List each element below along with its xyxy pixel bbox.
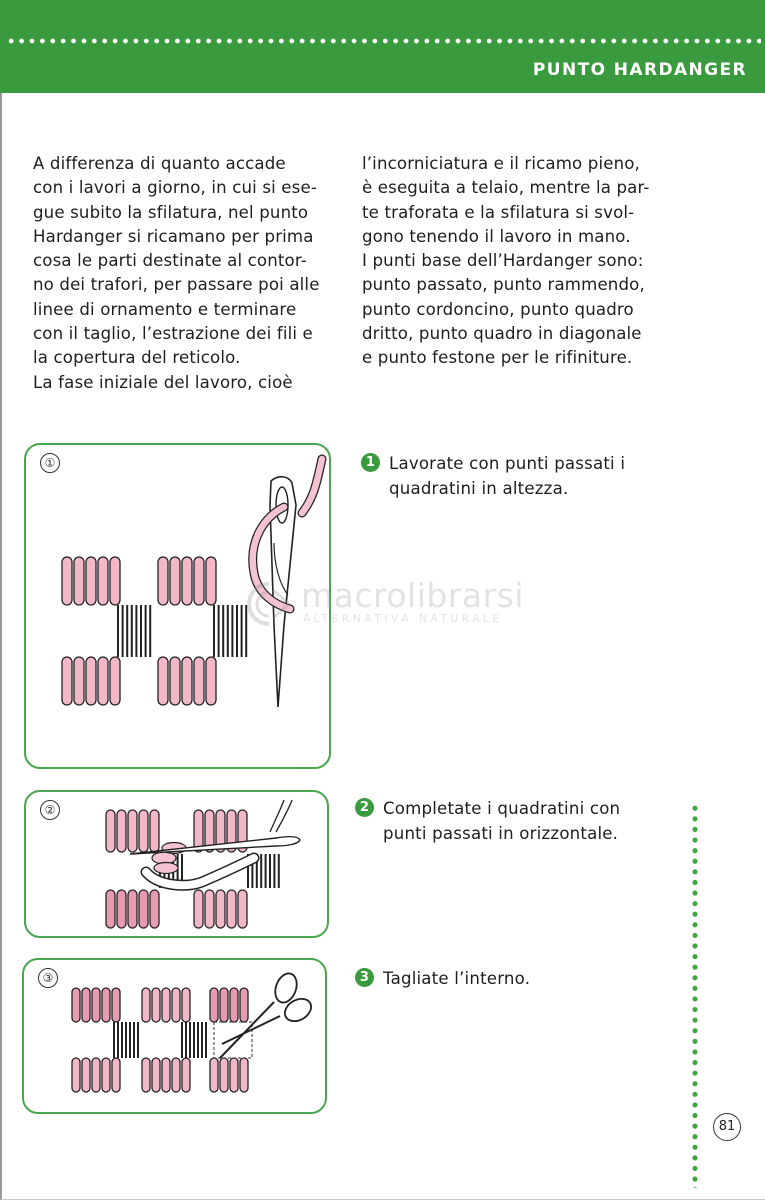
- satin-stitch: [210, 1058, 218, 1092]
- satin-stitch: [139, 890, 148, 928]
- figure-number: ③: [38, 968, 58, 988]
- step-text-line: Completate i quadratini con: [383, 799, 621, 818]
- satin-stitch: [210, 988, 218, 1022]
- satin-stitch: [205, 890, 214, 928]
- satin-stitch: [112, 1058, 120, 1092]
- header-dotted-rule: [6, 38, 761, 44]
- stitch-blocks: [62, 557, 246, 705]
- satin-stitch: [92, 1058, 100, 1092]
- cut-area-outline: [214, 1022, 252, 1058]
- step-text-line: quadratini in altezza.: [389, 479, 569, 498]
- satin-stitch: [216, 890, 225, 928]
- satin-stitch: [230, 988, 238, 1022]
- text-line: I punti base dell’Hardanger sono:: [362, 251, 644, 271]
- satin-stitch: [72, 1058, 80, 1092]
- satin-stitch: [240, 1058, 248, 1092]
- satin-stitch: [112, 988, 120, 1022]
- step-number-badge: 1: [361, 453, 380, 472]
- satin-stitch: [128, 890, 137, 928]
- text-line: A differenza di quanto accade: [33, 154, 286, 173]
- page-number: 81: [713, 1113, 741, 1141]
- satin-stitch: [86, 557, 96, 605]
- step-text-line: Tagliate l’interno.: [383, 969, 531, 988]
- satin-stitch: [74, 657, 84, 705]
- satin-stitch: [162, 988, 170, 1022]
- satin-stitch: [117, 890, 126, 928]
- step-1-instruction: [361, 451, 691, 511]
- step-text-line: punti passati in orizzontale.: [383, 824, 619, 843]
- satin-stitch: [106, 810, 115, 852]
- satin-stitch: [62, 657, 72, 705]
- satin-stitch: [182, 557, 192, 605]
- satin-stitch: [74, 557, 84, 605]
- satin-stitch: [182, 1058, 190, 1092]
- satin-stitch: [150, 810, 159, 852]
- text-line: con il taglio, l’estrazione dei fili e: [33, 324, 313, 344]
- side-dotted-rule: [692, 803, 698, 1188]
- text-line: linee di ornamento e terminare: [33, 299, 297, 319]
- figure-3-cutting-interior: [22, 958, 327, 1114]
- satin-stitch: [128, 810, 137, 852]
- satin-stitch: [170, 557, 180, 605]
- satin-stitch: [106, 890, 115, 928]
- watermark-subtext: ALTERNATIVA NATURALE: [303, 613, 503, 625]
- text-line: cosa le parti destinate al contor-: [33, 251, 307, 271]
- satin-stitch: [230, 1058, 238, 1092]
- satin-stitch: [102, 1058, 110, 1092]
- satin-stitch: [194, 557, 204, 605]
- satin-stitch: [110, 657, 120, 705]
- satin-stitch: [142, 988, 150, 1022]
- figure-1-vertical-satin-stitches: [24, 443, 331, 769]
- stitch-blocks: [106, 810, 279, 928]
- text-line: punto cordoncino, punto quadro: [362, 299, 634, 319]
- text-line: Hardanger si ricamano per prima: [33, 226, 314, 246]
- satin-stitch: [182, 657, 192, 705]
- step-3-instruction: [355, 966, 655, 996]
- section-title: PUNTO HARDANGER: [532, 60, 747, 80]
- cutting-illustration: [24, 960, 329, 1116]
- satin-stitch: [98, 557, 108, 605]
- satin-stitch: [238, 890, 247, 928]
- text-line: gue subito la sfilatura, nel punto: [33, 202, 309, 222]
- satin-stitch: [152, 988, 160, 1022]
- stitch-blocks: [72, 988, 248, 1092]
- satin-stitch: [86, 657, 96, 705]
- satin-stitch: [139, 810, 148, 852]
- satin-stitch: [206, 657, 216, 705]
- satin-stitch: [98, 657, 108, 705]
- satin-stitch: [162, 1058, 170, 1092]
- satin-stitch: [220, 988, 228, 1022]
- satin-stitch: [92, 988, 100, 1022]
- text-line: è eseguita a telaio, mentre la par-: [362, 178, 650, 198]
- satin-stitch: [170, 657, 180, 705]
- page-header-bar: [0, 0, 765, 93]
- text-line: punto passato, punto rammendo,: [362, 275, 645, 295]
- satin-stitch: [182, 988, 190, 1022]
- step-number-badge: 2: [355, 798, 374, 817]
- satin-stitch: [172, 1058, 180, 1092]
- text-line: te traforata e la sfilatura si svol-: [362, 202, 635, 222]
- satin-stitch: [102, 988, 110, 1022]
- satin-stitch: [150, 890, 159, 928]
- satin-stitch-illustration: [26, 445, 333, 771]
- satin-stitch: [158, 657, 168, 705]
- text-line: con i lavori a giorno, in cui si ese-: [33, 178, 317, 198]
- satin-stitch: [206, 557, 216, 605]
- text-line: no dei trafori, per passare poi alle: [33, 275, 320, 295]
- figure-number: ①: [40, 453, 60, 473]
- body-text-left-column: [33, 152, 345, 395]
- text-line: la copertura del reticolo.: [33, 348, 241, 368]
- satin-stitch-illustration: [26, 792, 331, 940]
- satin-stitch: [172, 988, 180, 1022]
- satin-stitch: [240, 988, 248, 1022]
- text-line: La fase iniziale del lavoro, cioè: [33, 372, 293, 392]
- satin-stitch: [194, 657, 204, 705]
- figure-2-horizontal-satin-stitches: [24, 790, 329, 938]
- satin-stitch: [194, 890, 203, 928]
- satin-stitch: [62, 557, 72, 605]
- body-text-right-column: [362, 152, 680, 371]
- satin-stitch: [82, 1058, 90, 1092]
- text-line: dritto, punto quadro in diagonale: [362, 324, 642, 344]
- text-line: l’incorniciatura e il ricamo pieno,: [362, 154, 640, 173]
- satin-stitch: [82, 988, 90, 1022]
- figure-number: ②: [40, 800, 60, 820]
- watermark-text: macrolibrarsi: [301, 576, 525, 615]
- text-line: e punto festone per le rifiniture.: [362, 348, 633, 368]
- step-text-line: Lavorate con punti passati i: [389, 454, 626, 473]
- satin-stitch: [110, 557, 120, 605]
- satin-stitch: [220, 1058, 228, 1092]
- text-line: gono tenendo il lavoro in mano.: [362, 226, 631, 246]
- satin-stitch: [158, 557, 168, 605]
- satin-stitch: [152, 1058, 160, 1092]
- satin-stitch: [72, 988, 80, 1022]
- satin-stitch: [227, 890, 236, 928]
- satin-stitch: [142, 1058, 150, 1092]
- step-2-instruction: [355, 796, 675, 856]
- step-number-badge: 3: [355, 968, 374, 987]
- satin-stitch: [117, 810, 126, 852]
